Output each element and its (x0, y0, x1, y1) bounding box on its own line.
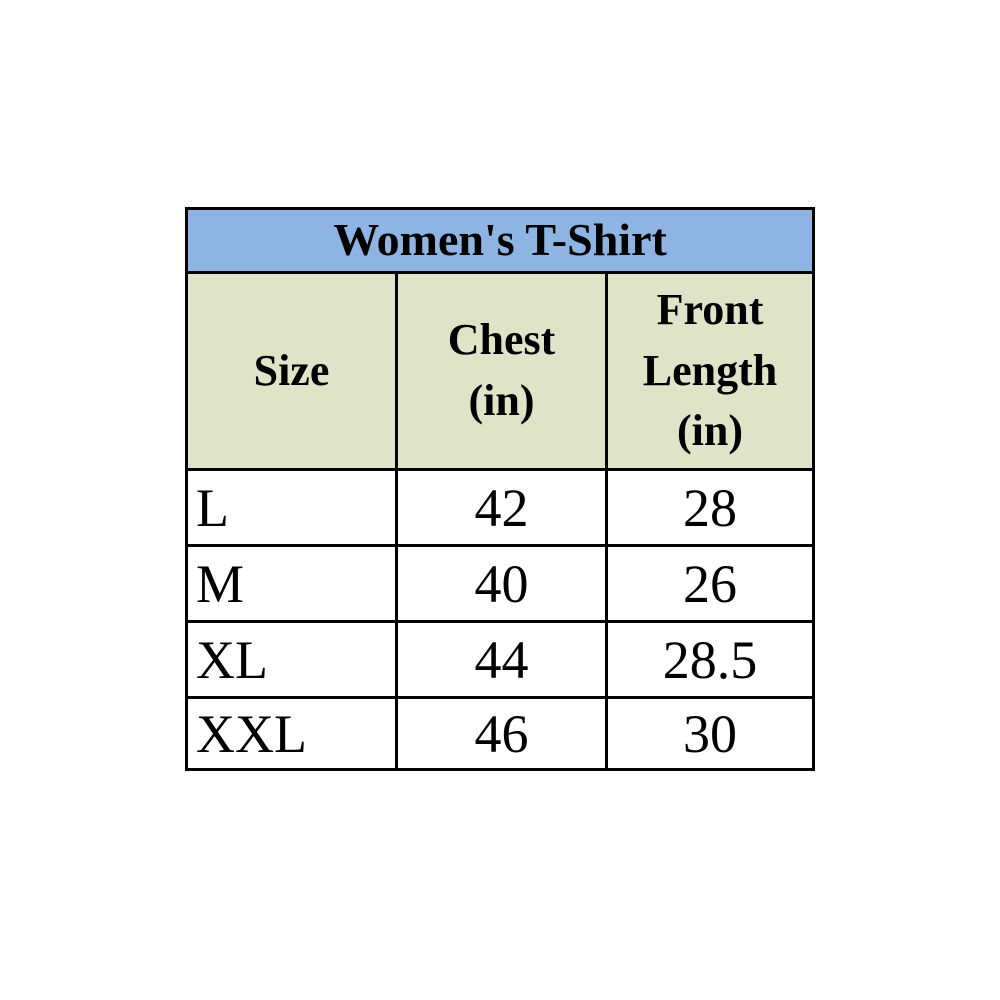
column-header-front-length-unit: (in) (677, 406, 744, 456)
column-header-size-label: Size (253, 345, 330, 395)
size-cell: M (187, 546, 397, 622)
table-row (187, 546, 814, 622)
size-cell: XL (187, 622, 397, 698)
column-header-chest-label: Chest (447, 315, 556, 365)
column-header-size (187, 273, 397, 470)
chest-cell: 46 (397, 698, 607, 770)
chest-cell: 44 (397, 622, 607, 698)
front-length-cell: 28 (607, 470, 814, 546)
size-cell: XXL (187, 698, 397, 770)
column-header-chest-unit: (in) (468, 376, 535, 425)
table-title: Women's T-Shirt (187, 209, 814, 273)
size-chart-table (185, 207, 815, 771)
column-header-front-label: Front (656, 284, 764, 334)
front-length-cell: 28.5 (607, 622, 814, 698)
column-header-length-label: Length (642, 345, 778, 395)
column-header-front-length (607, 273, 814, 470)
table-row (187, 698, 814, 770)
table-row (187, 470, 814, 546)
chest-cell: 40 (397, 546, 607, 622)
title-row (187, 209, 814, 273)
size-cell: L (187, 470, 397, 546)
front-length-cell: 30 (607, 698, 814, 770)
chest-cell: 42 (397, 470, 607, 546)
front-length-cell: 26 (607, 546, 814, 622)
header-row (187, 273, 814, 470)
column-header-chest (397, 273, 607, 470)
table-row (187, 622, 814, 698)
